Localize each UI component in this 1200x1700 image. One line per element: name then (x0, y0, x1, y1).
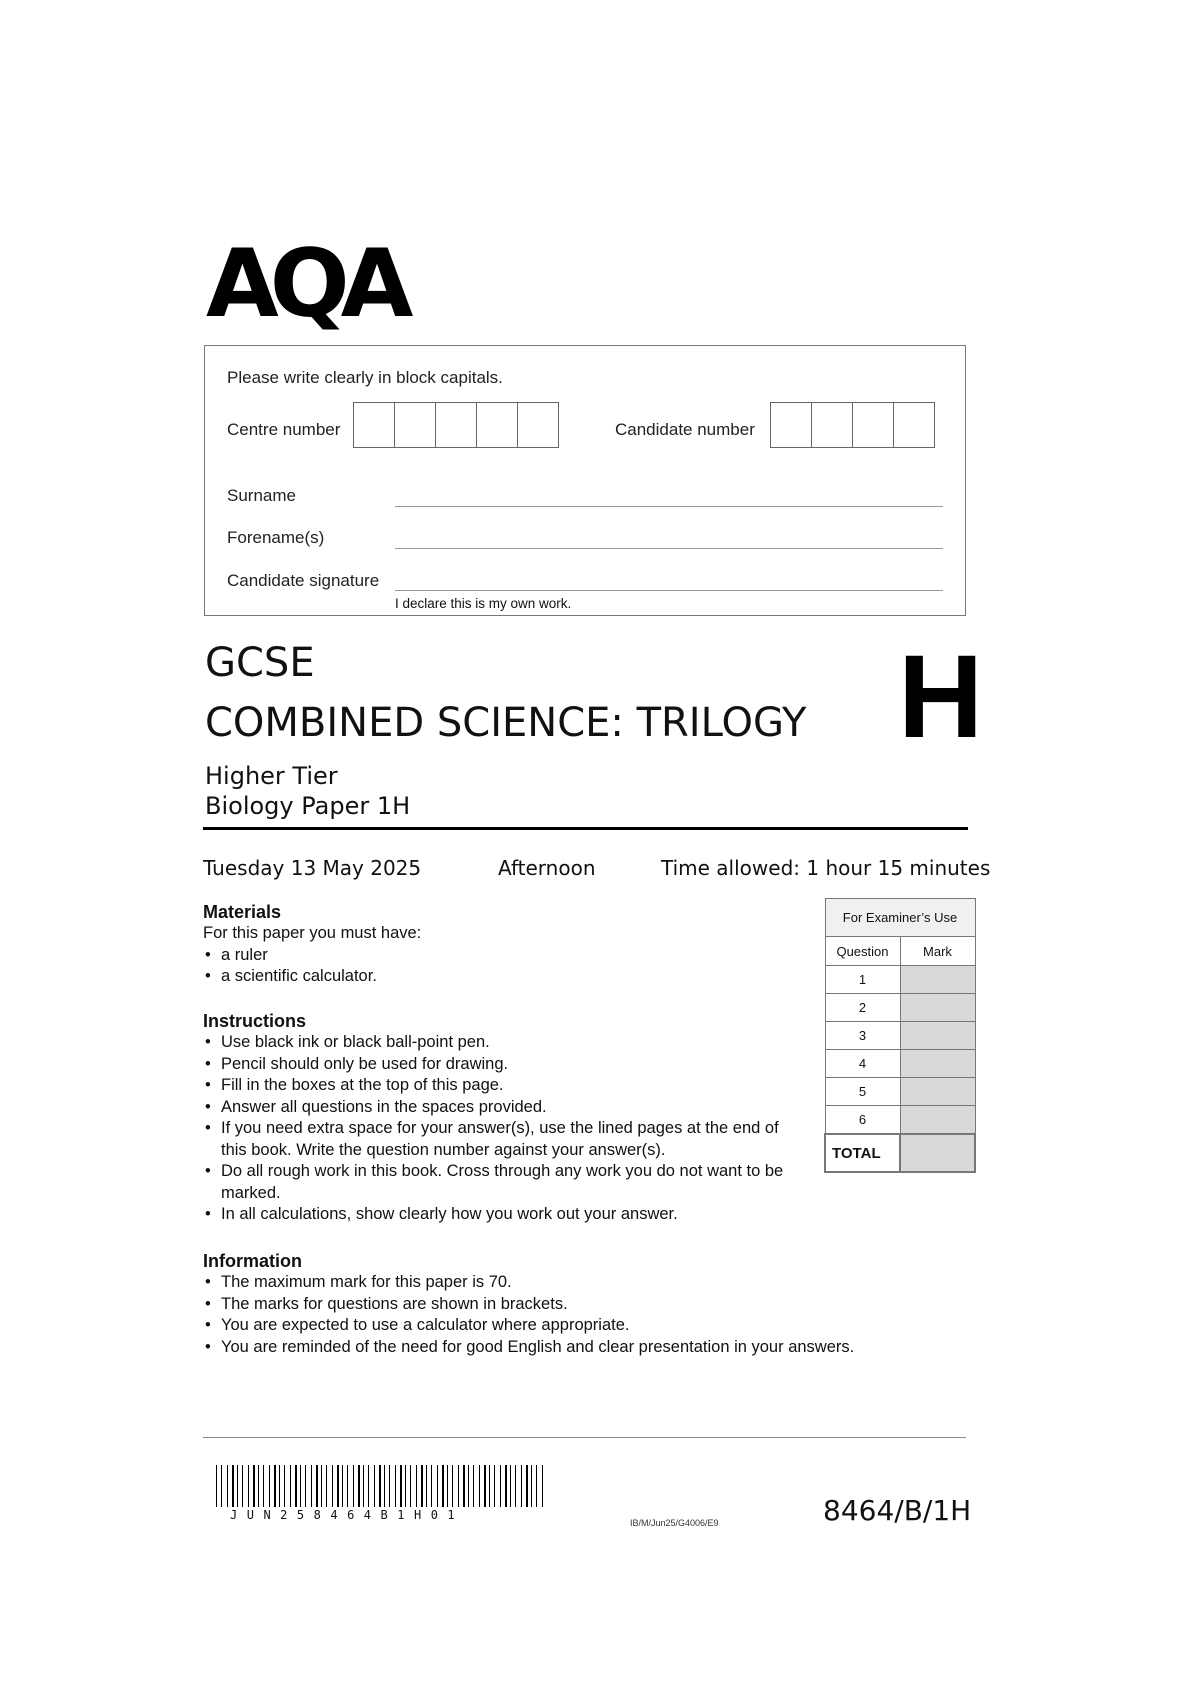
instructions-title: Instructions (203, 1011, 307, 1031)
candidate-number-label: Candidate number (615, 420, 755, 439)
candidate-digit-box[interactable] (811, 402, 853, 448)
list-item: • a scientific calculator. (203, 966, 813, 988)
mark-cell (900, 1050, 975, 1078)
barcode-bar (379, 1465, 381, 1507)
barcode-bar (389, 1465, 390, 1507)
block-capitals-instruction: Please write clearly in block capitals. (227, 368, 503, 387)
table-row (825, 966, 975, 994)
candidate-digit-box[interactable] (852, 402, 894, 448)
barcode-bar (295, 1465, 297, 1507)
barcode-bar (395, 1465, 396, 1507)
barcode-bar (473, 1465, 474, 1507)
information-list (203, 1272, 963, 1358)
instructions-list (203, 1032, 808, 1226)
barcode-bar (510, 1465, 511, 1507)
list-item: • Answer all questions in the spaces provided. (203, 1097, 808, 1119)
document-reference: IB/M/Jun25/G4006/E9 (630, 1518, 719, 1528)
barcode-bar (279, 1465, 280, 1507)
barcode-bar (489, 1465, 490, 1507)
barcode-bar (237, 1465, 238, 1507)
centre-digit-box[interactable] (394, 402, 436, 448)
barcode-bar (227, 1465, 228, 1507)
examiner-use-title: For Examiner’s Use (825, 899, 975, 937)
subject-title: COMBINED SCIENCE: TRILOGY (205, 700, 807, 746)
barcode-bar (468, 1465, 469, 1507)
mark-cell (900, 994, 975, 1022)
barcode-bar (253, 1465, 255, 1507)
question-number: 6 (825, 1106, 900, 1135)
aqa-logo: AQA (206, 230, 405, 339)
forename-line[interactable] (395, 548, 943, 549)
barcode-bar (384, 1465, 385, 1507)
list-item: • The maximum mark for this paper is 70. (203, 1272, 963, 1294)
barcode-bar (221, 1465, 222, 1507)
information-section (203, 1251, 963, 1358)
list-item: • If you need extra space for your answer(s), use the lined pages at the end of this book. Write the question number against your answer(s). (203, 1118, 808, 1161)
barcode-bar (300, 1465, 301, 1507)
instructions-section (203, 1011, 808, 1226)
barcode-bar (536, 1465, 537, 1507)
barcode-bar (368, 1465, 369, 1507)
barcode-bar (515, 1465, 516, 1507)
barcode-bar (447, 1465, 448, 1507)
barcode-bar (358, 1465, 360, 1507)
candidate-digit-box[interactable] (770, 402, 812, 448)
mark-cell (900, 966, 975, 994)
list-item: • The marks for questions are shown in brackets. (203, 1294, 963, 1316)
barcode-bar (526, 1465, 528, 1507)
barcode-bar (232, 1465, 234, 1507)
question-number: 5 (825, 1078, 900, 1106)
list-item: • You are reminded of the need for good English and clear presentation in your answers. (203, 1337, 963, 1359)
list-item: • In all calculations, show clearly how you work out your answer. (203, 1204, 808, 1226)
tier-name: Higher Tier (205, 762, 338, 790)
barcode-bar (521, 1465, 522, 1507)
qualification-title: GCSE (205, 640, 315, 686)
question-column-header: Question (825, 937, 900, 966)
barcode-bar (258, 1465, 259, 1507)
barcode-bar (437, 1465, 438, 1507)
centre-digit-box[interactable] (517, 402, 559, 448)
title-divider (203, 827, 968, 830)
information-title: Information (203, 1251, 302, 1271)
exam-session: Afternoon (498, 856, 596, 880)
barcode-bar (363, 1465, 364, 1507)
barcode-bar (374, 1465, 375, 1507)
signature-line[interactable] (395, 590, 943, 591)
table-row (825, 1106, 975, 1135)
barcode-bar (242, 1465, 243, 1507)
barcode-bar (494, 1465, 495, 1507)
barcode-bar (284, 1465, 285, 1507)
surname-line[interactable] (395, 506, 943, 507)
table-row (825, 937, 975, 966)
list-item: • Do all rough work in this book. Cross through any work you do not want to be marked. (203, 1161, 808, 1204)
materials-intro: For this paper you must have: (203, 924, 422, 942)
barcode-bar (321, 1465, 322, 1507)
list-item: • You are expected to use a calculator where appropriate. (203, 1315, 963, 1337)
barcode-bar (531, 1465, 532, 1507)
barcode-bar (248, 1465, 249, 1507)
barcode-bar (416, 1465, 417, 1507)
total-label: TOTAL (825, 1134, 900, 1172)
mark-cell (900, 1106, 975, 1135)
signature-label: Candidate signature (227, 571, 380, 590)
barcode-bar (274, 1465, 276, 1507)
barcode-bar (463, 1465, 465, 1507)
barcode-bar (263, 1465, 264, 1507)
barcode-text: JUN258464B1H01 (230, 1508, 465, 1522)
candidate-digit-box[interactable] (893, 402, 935, 448)
centre-number-boxes[interactable] (354, 402, 559, 448)
materials-section (203, 902, 813, 988)
surname-label: Surname (227, 486, 296, 505)
barcode-bar (458, 1465, 459, 1507)
barcode-bar (305, 1465, 306, 1507)
tier-letter: H (898, 631, 984, 763)
barcode-bar (426, 1465, 427, 1507)
barcode-bar (542, 1465, 543, 1507)
list-item: • Fill in the boxes at the top of this page. (203, 1075, 808, 1097)
barcode-bar (479, 1465, 480, 1507)
centre-digit-box[interactable] (476, 402, 518, 448)
question-number: 1 (825, 966, 900, 994)
question-number: 4 (825, 1050, 900, 1078)
mark-cell (900, 1078, 975, 1106)
mark-cell (900, 1022, 975, 1050)
table-row (825, 899, 975, 937)
barcode-bar (500, 1465, 501, 1507)
barcode-bar (290, 1465, 291, 1507)
centre-digit-box[interactable] (353, 402, 395, 448)
barcode-bar (337, 1465, 339, 1507)
barcode-bar (311, 1465, 312, 1507)
total-mark-cell (900, 1134, 975, 1172)
list-item: • a ruler (203, 945, 813, 967)
barcode-bar (332, 1465, 333, 1507)
forename-label: Forename(s) (227, 528, 325, 547)
barcode-image (216, 1465, 546, 1507)
examiner-use-table (824, 898, 976, 1173)
list-item: • Pencil should only be used for drawing. (203, 1054, 808, 1076)
centre-number-label: Centre number (227, 420, 341, 439)
materials-title: Materials (203, 902, 282, 922)
footer-divider (203, 1437, 966, 1438)
table-row (825, 1050, 975, 1078)
barcode-bar (442, 1465, 444, 1507)
paper-name: Biology Paper 1H (205, 792, 411, 820)
barcode-bar (484, 1465, 486, 1507)
barcode-bar (452, 1465, 453, 1507)
question-number: 3 (825, 1022, 900, 1050)
question-number: 2 (825, 994, 900, 1022)
barcode-bar (353, 1465, 354, 1507)
candidate-number-boxes[interactable] (771, 402, 935, 448)
table-row (825, 994, 975, 1022)
barcode-bar (316, 1465, 318, 1507)
barcode-bar (216, 1465, 217, 1507)
materials-list (203, 945, 813, 988)
mark-column-header: Mark (900, 937, 975, 966)
barcode-bar (342, 1465, 343, 1507)
barcode-bar (347, 1465, 348, 1507)
exam-date: Tuesday 13 May 2025 (203, 856, 422, 880)
centre-digit-box[interactable] (435, 402, 477, 448)
barcode-bar (431, 1465, 432, 1507)
barcode-bar (505, 1465, 507, 1507)
paper-code: 8464/B/1H (823, 1494, 972, 1527)
barcode-bar (410, 1465, 411, 1507)
barcode-bar (405, 1465, 406, 1507)
table-row (825, 1078, 975, 1106)
time-allowed: Time allowed: 1 hour 15 minutes (661, 856, 991, 880)
table-row (825, 1134, 975, 1172)
barcode-bar (326, 1465, 327, 1507)
declaration-text: I declare this is my own work. (395, 596, 572, 611)
barcode-bar (400, 1465, 402, 1507)
candidate-details-box (204, 345, 966, 616)
list-item: • Use black ink or black ball-point pen. (203, 1032, 808, 1054)
table-row (825, 1022, 975, 1050)
barcode-bar (421, 1465, 423, 1507)
barcode-bar (269, 1465, 270, 1507)
